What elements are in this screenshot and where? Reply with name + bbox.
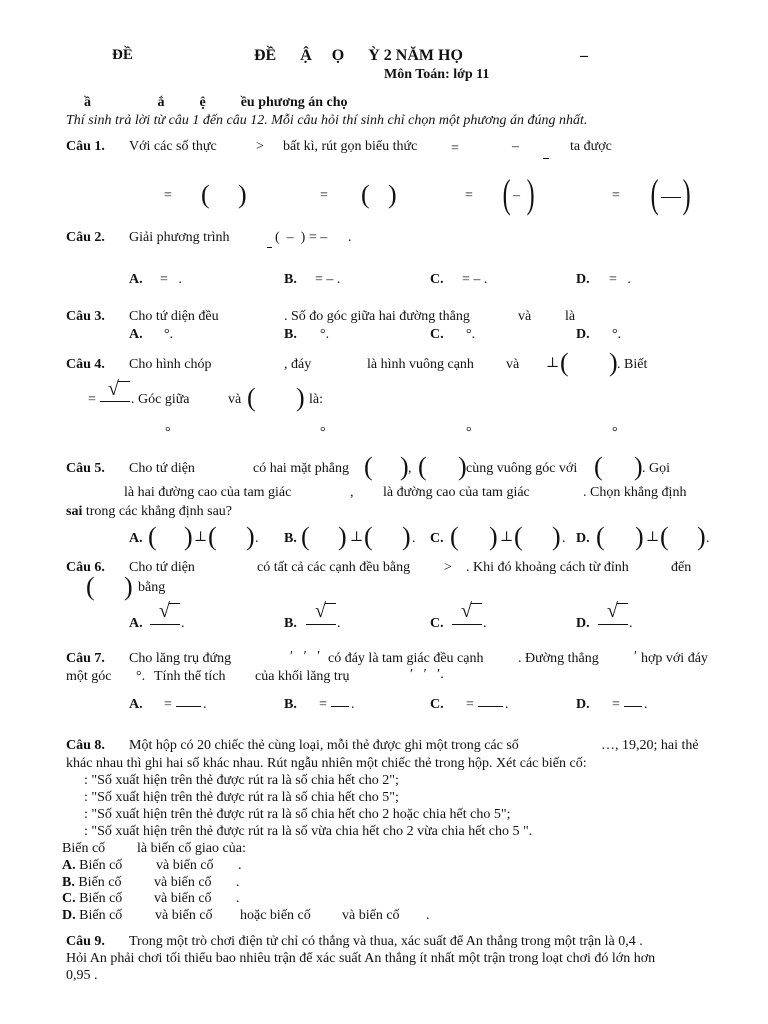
equation-end: . — [348, 230, 352, 245]
emphasis-sai: sai — [66, 504, 83, 519]
radical-bar — [471, 603, 482, 604]
section-instruction: Thí sinh trả lời từ câu 1 đến câu 12. Mỗi câu hỏi thí sinh chỉ chọn một phương án đúng nhất. — [66, 113, 588, 128]
paren-right: ) — [400, 452, 409, 481]
question-text: …, 19,20; hai thẻ — [601, 738, 699, 753]
math-symbol: = — [319, 697, 327, 712]
question-text: và — [506, 357, 520, 372]
question-text: có tất cả các cạnh đều bằng — [257, 560, 411, 575]
math-symbol: > — [444, 560, 452, 575]
option-text: Biến cố — [79, 891, 123, 906]
fraction-bar — [100, 401, 130, 402]
sqrt-icon: √ — [315, 600, 326, 622]
exam-title: ĐỀ Ậ Ọ Ỳ 2 NĂM HỌ — [254, 47, 463, 64]
fraction-bar — [306, 624, 336, 625]
math-symbol: ⊥ — [646, 530, 660, 545]
paren-right: ) — [296, 383, 305, 412]
sqrt-icon: √ — [159, 600, 170, 622]
option-label-a: A. — [129, 272, 143, 287]
question-text: và — [228, 392, 242, 407]
paren-left: ( — [301, 522, 310, 551]
option-label-d: D. — [576, 272, 590, 287]
math-symbol: . — [181, 616, 185, 631]
option-text: và biến cố — [154, 875, 212, 890]
paren-left: ( — [364, 452, 373, 481]
question-text: Với các số thực — [129, 139, 217, 154]
paren-left: ( — [361, 180, 370, 209]
paren-right: ) — [682, 171, 691, 216]
paren-left: ( — [502, 171, 511, 216]
math-symbol: > — [256, 139, 264, 154]
fraction-bar — [150, 624, 180, 625]
paren-right: ) — [552, 522, 561, 551]
option-text: và biến cố — [155, 908, 213, 923]
math-symbol: , — [408, 461, 412, 476]
math-symbol: . — [644, 697, 648, 712]
fraction-bar — [624, 706, 642, 707]
question-text: . Đường thẳng — [518, 651, 599, 666]
math-symbol: ⊥ — [546, 356, 560, 371]
option-label-d: D. — [576, 531, 590, 546]
paren-left: ( — [201, 180, 210, 209]
question-text: . Chọn khẳng định — [583, 485, 687, 500]
option-label-d: D. — [576, 697, 590, 712]
paren-right: ) — [458, 452, 467, 481]
paren-left: ( — [247, 383, 256, 412]
question-text: là — [565, 309, 576, 324]
question-text: cùng vuông góc với — [466, 461, 578, 476]
option-label-a: A. — [129, 327, 143, 342]
math-symbol: – — [513, 188, 520, 203]
option-end: . — [236, 891, 240, 906]
question-text: khác nhau thì ghi hai số khác nhau. Rút ngẫu nhiên một chiếc thẻ trong hộp. Xét các biến cố: — [66, 756, 587, 771]
fraction-bar — [543, 158, 549, 159]
math-symbol: . — [483, 616, 487, 631]
radical-bar — [169, 603, 180, 604]
fraction-bar — [598, 624, 628, 625]
question-text: Cho tứ diện đều — [129, 309, 219, 324]
option-value-b: °. — [320, 327, 330, 342]
question-text: , — [350, 485, 354, 500]
event-item: : "Số xuất hiện trên thẻ được rút ra là số vừa chia hết cho 2 vừa chia hết cho 5 ". — [84, 824, 533, 839]
math-symbol: ′ ′ ′ — [290, 649, 321, 664]
fraction-bar — [267, 247, 272, 248]
fraction-bar — [176, 706, 201, 707]
paren-right: ) — [697, 522, 706, 551]
option-value-a: = . — [160, 272, 182, 287]
question-text-line3 — [66, 505, 232, 519]
question-text: Cho hình chóp — [129, 357, 212, 372]
radical-bar — [325, 603, 336, 604]
option-label-b: B. — [284, 616, 297, 631]
option-label-d: D. — [576, 616, 590, 631]
question-text: Cho tứ diện — [129, 560, 195, 575]
option-label-a: A. — [129, 616, 143, 631]
question-text: là biến cố giao của: — [137, 841, 246, 856]
option-label-b: B. — [284, 697, 297, 712]
math-symbol: ′ — [634, 649, 638, 664]
question-label: Câu 7. — [66, 651, 105, 666]
question-text: Hỏi An phải chơi tối thiểu bao nhiêu trận để xác suất An thắng ít nhất một trận trong loạt chơi đó lớn hơn — [66, 951, 656, 966]
title-dash: – — [580, 47, 588, 64]
option-text: và biến cố — [342, 908, 400, 923]
fraction-bar — [331, 706, 349, 707]
option-value-b: ° — [320, 425, 326, 440]
option-value-d: ° — [612, 425, 618, 440]
option-label-c: C. — [430, 531, 444, 546]
question-label: Câu 8. — [66, 738, 105, 753]
answer-option-d: = — [612, 188, 620, 203]
math-symbol: ⊥ — [194, 530, 208, 545]
question-label: Câu 9. — [66, 934, 105, 949]
option-text: và biến cố — [156, 858, 214, 873]
option-value-a: °. — [164, 327, 174, 342]
paren-left: ( — [650, 171, 659, 216]
math-symbol: . — [255, 531, 259, 546]
option-value-d: = . — [609, 272, 631, 287]
question-text: Trong một trò chơi điện tử chỉ có thắng và thua, xác suất để An thắng trong một trận là 0,4 . — [129, 934, 643, 949]
option-value-a: ° — [165, 425, 171, 440]
option-text: Biến cố — [79, 858, 123, 873]
question-label: Câu 6. — [66, 560, 105, 575]
option-value-c: ° — [466, 425, 472, 440]
paren-left: ( — [660, 522, 669, 551]
option-value-c: °. — [466, 327, 476, 342]
paren-right: ) — [526, 171, 535, 216]
option-end: . — [426, 908, 430, 923]
answer-option-a: = — [164, 188, 172, 203]
paren-right: ) — [635, 522, 644, 551]
option-label-a: A. — [129, 697, 143, 712]
option-c — [62, 892, 122, 906]
answer-option-b: = — [320, 188, 328, 203]
math-symbol: . — [351, 697, 355, 712]
question-text: , đáy — [284, 357, 312, 372]
paren-right: ) — [246, 522, 255, 551]
exam-subject: Môn Toán: lớp 11 — [384, 67, 490, 82]
question-text: một góc — [66, 669, 112, 684]
paren-left: ( — [418, 452, 427, 481]
math-symbol: . — [706, 531, 710, 546]
paren-right: ) — [609, 348, 618, 377]
event-item: : "Số xuất hiện trên thẻ được rút ra là số chia hết cho 5"; — [84, 790, 399, 805]
question-label: Câu 4. — [66, 357, 105, 372]
paren-left: ( — [450, 522, 459, 551]
paren-left: ( — [364, 522, 373, 551]
paren-right: ) — [489, 522, 498, 551]
option-label-b: B. — [284, 531, 297, 546]
question-text: bất kì, rút gọn biểu thức — [283, 139, 418, 154]
option-b — [62, 876, 122, 890]
paren-right: ) — [124, 572, 133, 601]
option-text: Biến cố — [79, 908, 123, 923]
radical-bar — [617, 603, 628, 604]
event-item: : "Số xuất hiện trên thẻ được rút ra là số chia hết cho 2 hoặc chia hết cho 5"; — [84, 807, 511, 822]
fraction-bar — [478, 706, 503, 707]
option-label-c: C. — [430, 697, 444, 712]
equation: ( – ) = – — [275, 230, 328, 245]
question-text: . Gọi — [642, 461, 670, 476]
math-symbol: = — [466, 697, 474, 712]
question-text: là: — [309, 392, 323, 407]
math-symbol: ⊥ — [500, 530, 514, 545]
option-value-d: °. — [612, 327, 622, 342]
question-text: Cho lăng trụ đứng — [129, 651, 232, 666]
option-label-a: A. — [62, 858, 76, 873]
option-a — [62, 859, 122, 873]
question-text: . Góc giữa — [131, 392, 190, 407]
math-symbol: = — [88, 392, 96, 407]
question-text: 0,95 . — [66, 968, 98, 983]
math-symbol: . — [203, 697, 207, 712]
question-text: Tính thể tích — [154, 669, 226, 684]
option-label-d: D. — [62, 908, 76, 923]
question-text: là đường cao của tam giác — [383, 485, 530, 500]
option-label-c: C. — [430, 616, 444, 631]
paren-right: ) — [238, 180, 247, 209]
paren-left: ( — [148, 522, 157, 551]
question-text: Biến cố — [62, 841, 106, 856]
option-label-b: B. — [284, 327, 297, 342]
question-text: Cho tứ diện — [129, 461, 195, 476]
question-label: Câu 5. — [66, 461, 105, 476]
paren-left: ( — [514, 522, 523, 551]
option-end: . — [236, 875, 240, 890]
question-text: Giải phương trình — [129, 230, 230, 245]
section-heading: ầ ắ ệ ều phương án chọ — [84, 95, 348, 110]
paren-right: ) — [388, 180, 397, 209]
question-text: . Số đo góc giữa hai đường thẳng — [284, 309, 470, 324]
question-text: Một hộp có 20 chiếc thẻ cùng loại, mỗi thẻ được ghi một trong các số — [129, 738, 519, 753]
paren-left: ( — [596, 522, 605, 551]
math-symbol: = — [612, 697, 620, 712]
question-text: . Biết — [617, 357, 648, 372]
question-label: Câu 3. — [66, 309, 105, 324]
option-text: hoặc biến cố — [240, 908, 311, 923]
option-text: và biến cố — [154, 891, 212, 906]
math-symbol: . — [505, 697, 509, 712]
paren-left: ( — [560, 348, 569, 377]
option-label-b: B. — [62, 875, 75, 890]
option-label-c: C. — [430, 272, 444, 287]
math-symbol: . — [562, 531, 566, 546]
question-text: trong các khẳng định sau? — [82, 504, 233, 519]
option-label-a: A. — [129, 531, 143, 546]
paren-left: ( — [594, 452, 603, 481]
paren-right: ) — [184, 522, 193, 551]
sqrt-icon: √ — [607, 600, 618, 622]
question-text: là hình vuông cạnh — [367, 357, 474, 372]
question-text: hợp với đáy — [641, 651, 708, 666]
math-symbol: – — [512, 139, 519, 154]
question-text: của khối lăng trụ — [255, 669, 350, 684]
radical-bar — [118, 381, 130, 382]
question-text: có hai mặt phẳng — [253, 461, 350, 476]
answer-option-c: = — [465, 188, 473, 203]
question-text: . Khi đó khoảng cách từ đỉnh — [466, 560, 629, 575]
option-label-c: C. — [430, 327, 444, 342]
option-label-d: D. — [576, 327, 590, 342]
option-d — [62, 909, 122, 923]
option-label-c: C. — [62, 891, 76, 906]
question-text: đến — [671, 560, 692, 575]
math-symbol: . — [337, 616, 341, 631]
option-value-c: = – . — [462, 272, 488, 287]
exam-code-label: ĐỀ — [112, 47, 133, 63]
question-label: Câu 1. — [66, 139, 105, 154]
question-text: và — [518, 309, 532, 324]
math-symbol: = — [451, 141, 459, 156]
math-symbol: °. — [136, 669, 146, 684]
paren-left: ( — [86, 572, 95, 601]
option-value-b: = – . — [315, 272, 341, 287]
option-text: Biến cố — [78, 875, 122, 890]
question-text: ta được — [570, 139, 612, 154]
math-symbol: ⊥ — [350, 530, 364, 545]
fraction-bar — [661, 197, 681, 198]
option-end: . — [238, 858, 242, 873]
fraction-bar — [452, 624, 482, 625]
question-text: là hai đường cao của tam giác — [124, 485, 292, 500]
paren-right: ) — [634, 452, 643, 481]
math-symbol: ′ ′ ′. — [410, 667, 444, 682]
paren-right: ) — [338, 522, 347, 551]
math-symbol: = — [164, 697, 172, 712]
math-symbol: . — [412, 531, 416, 546]
option-label-b: B. — [284, 272, 297, 287]
paren-right: ) — [402, 522, 411, 551]
question-text: bằng — [138, 580, 166, 595]
question-label: Câu 2. — [66, 230, 105, 245]
question-text: có đáy là tam giác đều cạnh — [328, 651, 484, 666]
sqrt-icon: √ — [108, 378, 119, 400]
math-symbol: . — [629, 616, 633, 631]
event-item: : "Số xuất hiện trên thẻ được rút ra là số chia hết cho 2"; — [84, 773, 399, 788]
sqrt-icon: √ — [461, 600, 472, 622]
paren-left: ( — [208, 522, 217, 551]
